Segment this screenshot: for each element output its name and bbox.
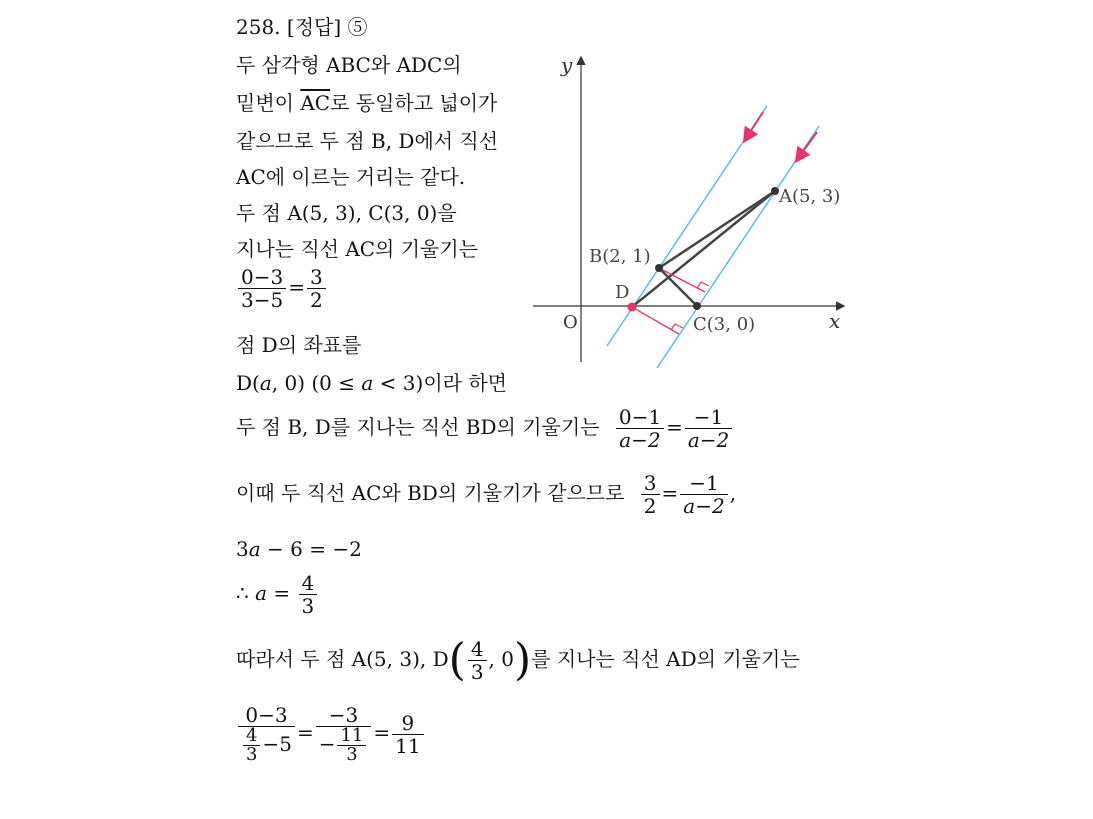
slope-ad-computation: 0−3 $\frac{4}{3}$ −5 = −3 − $\frac{11}{3}$ = $\frac{9}{11}$ (236, 704, 426, 764)
fraction-eq-left: $\frac{3}{2}$ (641, 472, 660, 517)
coordinate-diagram (525, 50, 865, 370)
perp-d (632, 307, 679, 334)
right-angle-d (671, 324, 683, 330)
text-line-9: D(a, 0) (0 ≤ a < 3)이라 하면 (236, 371, 507, 395)
fraction-bd-result: $\frac{-1}{a-2}$ (685, 406, 732, 451)
fraction-ad-1: 0−3 $\frac{4}{3}$ −5 (238, 704, 295, 764)
arrow-bd (745, 112, 763, 140)
equation-line: 3a − 6 = −2 (236, 537, 362, 561)
point-d (628, 303, 637, 312)
segment-ab (659, 191, 775, 268)
segment-ac: $\overline{AC}$ (300, 91, 331, 115)
arrow-ac (797, 132, 817, 160)
axis-x-label: x (829, 309, 841, 333)
text-line-8: 점 D의 좌표를 (236, 333, 362, 357)
slope-ad-line: 따라서 두 점 A(5, 3), D( $\frac{4}{3}$ , 0)를 지나는 직선 AD의 기울기는 (236, 634, 800, 686)
problem-header (236, 14, 368, 40)
text-line-1: 두 삼각형 ABC와 ADC의 (236, 53, 462, 77)
label-c: C(3, 0) (693, 314, 756, 335)
fraction-d-x: $\frac{4}{3}$ (468, 638, 487, 683)
point-c (693, 302, 701, 310)
fraction-ac-result: $\frac{3}{2}$ (307, 266, 326, 311)
result-a-line: ∴ a = $\frac{4}{3}$ (236, 572, 319, 617)
axis-y-label: y (561, 53, 573, 77)
origin-label: O (563, 312, 578, 333)
fraction-a: $\frac{4}{3}$ (299, 572, 318, 617)
right-angle-b (697, 282, 709, 288)
label-a: A(5, 3) (779, 186, 841, 207)
fraction-ad-3: $\frac{9}{11}$ (392, 712, 423, 757)
point-b (655, 264, 663, 272)
answer-value: ⑤ (347, 15, 368, 39)
equal-slopes-line: 이때 두 직선 AC와 BD의 기울기가 같으므로 $\frac{3}{2}$ = $\frac{-1}{a-2}$ , (236, 471, 737, 518)
text-line-6: 지나는 직선 AC의 기울기는 (236, 237, 479, 261)
fraction-bd: $\frac{0-1}{a-2}$ (616, 406, 664, 451)
segment-ad (632, 191, 775, 307)
fraction-ac: $\frac{0-3}{3-5}$ (238, 266, 286, 311)
text-line-2: 밑변이 $\overline{AC}$로 동일하고 넓이가 (236, 91, 498, 115)
segment-bc (659, 268, 697, 306)
label-b: B(2, 1) (589, 246, 651, 267)
slope-ac-expression: $\frac{0-3}{3-5}$ = $\frac{3}{2}$ (236, 266, 328, 311)
fraction-ad-2: −3 − $\frac{11}{3}$ (316, 704, 372, 764)
text-line-3: 같으므로 두 점 B, D에서 직선 (236, 129, 499, 153)
answer-tag: [정답] (286, 15, 342, 39)
slope-bd-line: 두 점 B, D를 지나는 직선 BD의 기울기는 $\frac{0-1}{a-2}$ = $\frac{-1}{a-2}$ (236, 406, 734, 451)
label-d: D (615, 282, 630, 303)
text-line-4: AC에 이르는 거리는 같다. (236, 165, 466, 189)
problem-number: 258. (236, 15, 281, 39)
fraction-eq-right: $\frac{-1}{a-2}$ (680, 472, 727, 517)
text-line-5: 두 점 A(5, 3), C(3, 0)을 (236, 201, 457, 225)
point-a (771, 187, 779, 195)
